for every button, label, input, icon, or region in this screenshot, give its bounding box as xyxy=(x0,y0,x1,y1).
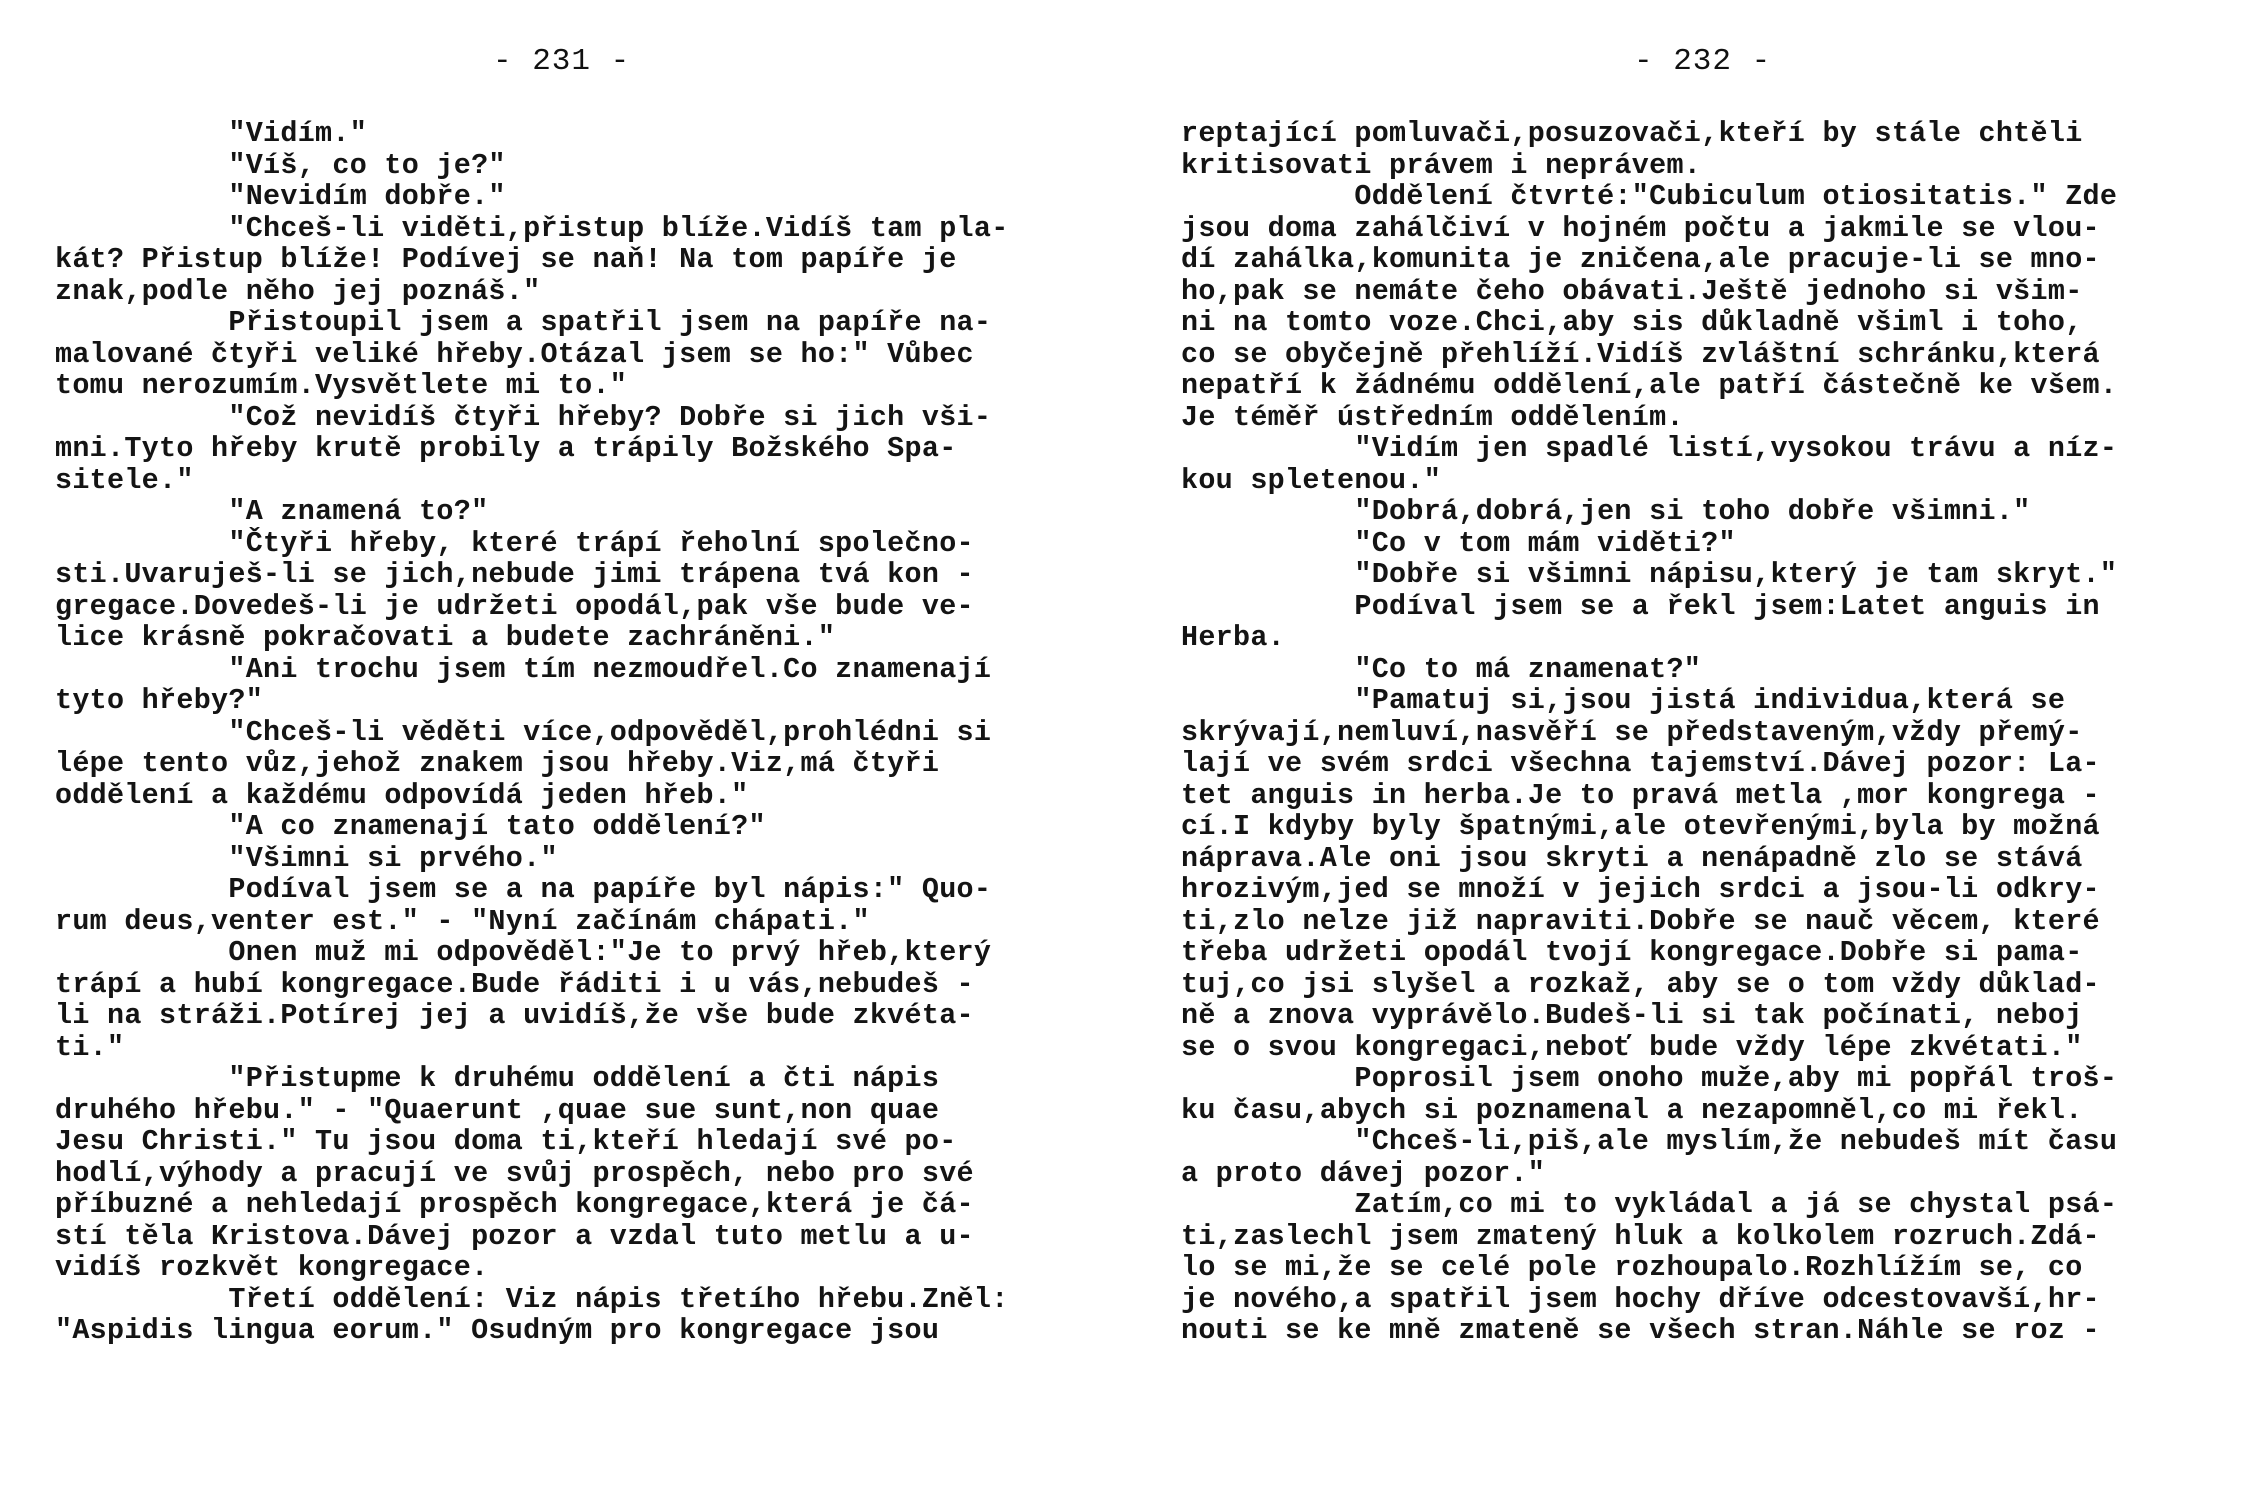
text-line: hrozivým,jed se množí v jejich srdci a jsou-li odkry- xyxy=(1181,873,2100,906)
text-line: sitele." xyxy=(55,463,194,497)
text-line: stí těla Kristova.Dávej pozor a vzdal tuto metlu a u- xyxy=(55,1219,974,1253)
text-line: ku času,abych si poznamenal a nezapomněl,co mi řekl. xyxy=(1181,1093,2083,1127)
text-line: hodlí,výhody a pracují ve svůj prospěch, nebo pro své xyxy=(55,1156,974,1190)
text-line: lo se mi,že se celé pole rozhoupalo.Rozhlížím se, co xyxy=(1181,1251,2083,1284)
text-line: "Chceš-li,piš,ale myslím,že nebudeš mít času xyxy=(1181,1125,2118,1158)
text-line: znak,podle něho jej poznáš." xyxy=(55,274,541,308)
text-line: mni.Tyto hřeby krutě probily a trápily Božského Spa- xyxy=(55,432,957,465)
text-line: skrývají,nemluví,nasvěří se představeným,vždy přemý- xyxy=(1181,715,2083,749)
text-line: se o svou kongregaci,neboť bude vždy lépe zkvétati." xyxy=(1181,1030,2083,1064)
text-line: malované čtyři veliké hřeby.Otázal jsem se ho:" Vůbec xyxy=(55,337,974,371)
text-line: kritisovati právem i neprávem. xyxy=(1181,148,1702,182)
text-line: li na stráži.Potírej jej a uvidíš,že vše bude zkvéta- xyxy=(55,999,974,1032)
text-line: Poprosil jsem onoho muže,aby mi popřál troš- xyxy=(1181,1062,2118,1095)
text-line: druhého hřebu." - "Quaerunt ,quae sue sunt,non quae xyxy=(55,1093,940,1127)
text-line: Oddělení čtvrté:"Cubiculum otiositatis." Zde xyxy=(1181,180,2118,213)
text-line: jsou doma zahálčiví v hojném počtu a jakmile se vlou- xyxy=(1181,211,2100,245)
text-line: "Přistupme k druhému oddělení a čti nápis xyxy=(55,1062,940,1095)
text-line: vidíš rozkvět kongregace. xyxy=(55,1251,489,1284)
text-line: oddělení a každému odpovídá jeden hřeb." xyxy=(55,778,749,812)
text-line: nepatří k žádnému oddělení,ale patří částečně ke všem. xyxy=(1181,369,2118,402)
text-line: sti.Uvaruješ-li se jich,nebude jimi trápena tvá kon - xyxy=(55,558,974,591)
text-line: co se obyčejně přehlíží.Vidíš zvláštní schránku,která xyxy=(1181,337,2100,371)
text-line: "Pamatuj si,jsou jistá individua,která se xyxy=(1181,684,2066,717)
text-line: "Dobře si všimni nápisu,který je tam skryt." xyxy=(1181,558,2118,591)
text-line: "Což nevidíš čtyři hřeby? Dobře si jich vši- xyxy=(55,400,992,434)
text-line: lají ve svém srdci všechna tajemství.Dávej pozor: La- xyxy=(1181,747,2100,780)
right-page-text xyxy=(1181,118,2117,1347)
text-line: kou spletenou." xyxy=(1181,463,1442,497)
page-number-right: - 232 - xyxy=(1634,44,1772,79)
text-line: "A znamená to?" xyxy=(55,495,489,528)
left-page-text xyxy=(55,118,1009,1347)
text-line: ho,pak se nemáte čeho obávati.Ještě jednoho si všim- xyxy=(1181,274,2083,308)
text-line: Herba. xyxy=(1181,621,1286,654)
text-line: a proto dávej pozor." xyxy=(1181,1156,1546,1190)
text-line: tyto hřeby?" xyxy=(55,684,264,717)
text-line: "Ani trochu jsem tím nezmoudřel.Co znamenají xyxy=(55,652,992,686)
text-line: "Chceš-li věděti více,odpověděl,prohlédni si xyxy=(55,715,992,749)
text-line: Třetí oddělení: Viz nápis třetího hřebu.Zněl: xyxy=(55,1282,1009,1316)
text-line: "Co v tom mám viděti?" xyxy=(1181,526,1736,560)
text-line: příbuzné a nehledají prospěch kongregace,která je čá- xyxy=(55,1188,974,1221)
text-line: "A co znamenají tato oddělení?" xyxy=(55,810,766,843)
text-line: lépe tento vůz,jehož znakem jsou hřeby.Viz,má čtyři xyxy=(55,747,940,780)
text-line: ti." xyxy=(55,1030,125,1064)
text-line: "Vidím jen spadlé listí,vysokou trávu a níz- xyxy=(1181,432,2118,465)
text-line: gregace.Dovedeš-li je udržeti opodál,pak vše bude ve- xyxy=(55,589,974,623)
text-line: ti,zaslechl jsem zmatený hluk a kolkolem rozruch.Zdá- xyxy=(1181,1219,2100,1253)
text-line: "Víš, co to je?" xyxy=(55,148,506,182)
text-line: lice krásně pokračovati a budete zachráněni." xyxy=(55,621,836,654)
text-line: "Aspidis lingua eorum." Osudným pro kongregace jsou xyxy=(55,1314,940,1347)
text-line: "Co to má znamenat?" xyxy=(1181,652,1702,686)
right-page xyxy=(1130,0,2260,1500)
text-line: "Dobrá,dobrá,jen si toho dobře všimni." xyxy=(1181,495,2031,528)
text-line: trápí a hubí kongregace.Bude řáditi i u vás,nebudeš - xyxy=(55,967,974,1001)
text-line: ti,zlo nelze již napraviti.Dobře se nauč věcem, které xyxy=(1181,904,2100,938)
text-line: rum deus,venter est." - "Nyní začínám chápati." xyxy=(55,904,870,938)
text-line: tomu nerozumím.Vysvětlete mi to." xyxy=(55,369,628,402)
text-line: "Čtyři hřeby, které trápí řeholní společno- xyxy=(55,526,974,560)
text-line: tet anguis in herba.Je to pravá metla ,mor kongrega - xyxy=(1181,778,2100,812)
text-line: ni na tomto voze.Chci,aby sis důkladně všiml i toho, xyxy=(1181,306,2083,339)
text-line: cí.I kdyby byly špatnými,ale otevřenými,byla by možná xyxy=(1181,810,2100,843)
text-line: Podíval jsem se a na papíře byl nápis:" Quo- xyxy=(55,873,992,906)
text-line: "Nevidím dobře." xyxy=(55,180,506,213)
page-number-left: - 231 - xyxy=(493,44,631,79)
text-line: Přistoupil jsem a spatřil jsem na papíře na- xyxy=(55,306,992,339)
text-line: Podíval jsem se a řekl jsem:Latet anguis in xyxy=(1181,589,2100,623)
text-line: "Chceš-li viděti,přistup blíže.Vidíš tam pla- xyxy=(55,211,1009,245)
text-line: "Vidím." xyxy=(55,117,368,150)
text-line: třeba udržeti opodál tvojí kongregace.Dobře si pama- xyxy=(1181,936,2083,969)
text-line: "Všimni si prvého." xyxy=(55,841,558,875)
text-line: tuj,co jsi slyšel a rozkaž, aby se o tom vždy důklad- xyxy=(1181,967,2100,1001)
text-line: Je téměř ústředním oddělením. xyxy=(1181,400,1684,434)
text-line: dí zahálka,komunita je zničena,ale pracuje-li se mno- xyxy=(1181,243,2100,276)
text-line: Zatím,co mi to vykládal a já se chystal psá- xyxy=(1181,1188,2118,1221)
text-line: reptající pomluvači,posuzovači,kteří by stále chtěli xyxy=(1181,117,2083,150)
text-line: ně a znova vyprávělo.Budeš-li si tak počínati, neboj xyxy=(1181,999,2083,1032)
text-line: nouti se ke mně zmateně se všech stran.Náhle se roz - xyxy=(1181,1314,2100,1347)
text-line: Jesu Christi." Tu jsou doma ti,kteří hledají své po- xyxy=(55,1125,957,1158)
text-line: kát? Přistup blíže! Podívej se naň! Na tom papíře je xyxy=(55,243,957,276)
text-line: náprava.Ale oni jsou skryti a nenápadně zlo se stává xyxy=(1181,841,2083,875)
text-line: je nového,a spatřil jsem hochy dříve odcestovavší,hr- xyxy=(1181,1282,2100,1316)
text-line: Onen muž mi odpověděl:"Je to prvý hřeb,který xyxy=(55,936,992,969)
